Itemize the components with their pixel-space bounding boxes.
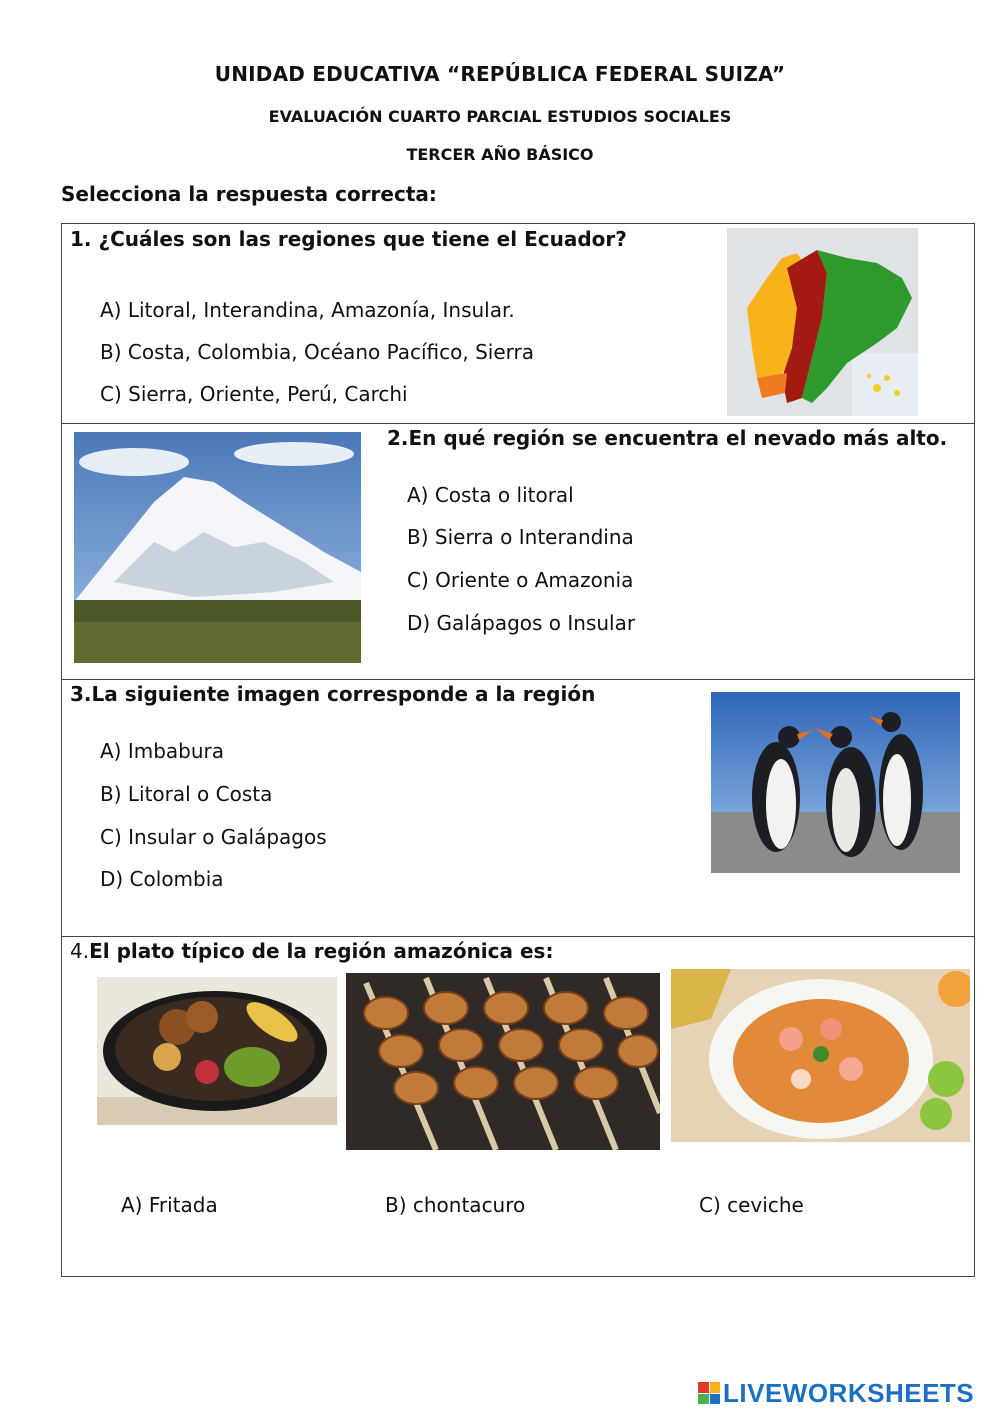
chontacuro-photo (346, 973, 660, 1150)
ceviche-photo (671, 969, 970, 1142)
q1-option-c[interactable]: C) Sierra, Oriente, Perú, Carchi (100, 382, 408, 406)
exam-title: EVALUACIÓN CUARTO PARCIAL ESTUDIOS SOCIALES (268, 107, 732, 126)
q2-option-c[interactable]: C) Oriente o Amazonia (407, 568, 634, 592)
q3-option-b[interactable]: B) Litoral o Costa (100, 782, 273, 806)
question-4-heading (70, 939, 553, 963)
snowy-volcano-photo (74, 432, 361, 663)
fritada-photo (97, 977, 337, 1125)
q2-option-a[interactable]: A) Costa o litoral (407, 483, 574, 507)
brand-text: LIVEWORKSHEETS (723, 1377, 975, 1408)
q4-option-c[interactable]: C) ceviche (699, 1193, 804, 1217)
instruction: Selecciona la respuesta correcta: (61, 182, 437, 206)
q1-option-b[interactable]: B) Costa, Colombia, Océano Pacífico, Sierra (100, 340, 535, 364)
question-2-text: 2.En qué región se encuentra el nevado más alto. (387, 426, 948, 450)
question-4-text: El plato típico de la región amazónica es: (89, 939, 554, 963)
question-3-text: 3.La siguiente imagen corresponde a la región (70, 682, 596, 706)
q3-option-d[interactable]: D) Colombia (100, 867, 224, 891)
q3-option-a[interactable]: A) Imbabura (100, 739, 225, 763)
question-1-text: 1. ¿Cuáles son las regiones que tiene el Ecuador? (70, 227, 627, 251)
q2-option-d[interactable]: D) Galápagos o Insular (407, 611, 636, 635)
question-4-number: 4. (70, 939, 90, 963)
q1-option-a[interactable]: A) Litoral, Interandina, Amazonía, Insular. (100, 298, 515, 322)
q3-option-c[interactable]: C) Insular o Galápagos (100, 825, 327, 849)
liveworksheets-logo-icon (698, 1382, 720, 1404)
grade-title: TERCER AÑO BÁSICO (406, 145, 594, 164)
q4-option-b[interactable]: B) chontacuro (385, 1193, 526, 1217)
ecuador-regions-map (727, 228, 918, 416)
school-title: UNIDAD EDUCATIVA “REPÚBLICA FEDERAL SUIZA” (214, 62, 786, 86)
penguins-photo (711, 692, 960, 873)
liveworksheets-brand (698, 1378, 974, 1408)
q2-option-b[interactable]: B) Sierra o Interandina (407, 525, 634, 549)
q4-option-a[interactable]: A) Fritada (121, 1193, 218, 1217)
